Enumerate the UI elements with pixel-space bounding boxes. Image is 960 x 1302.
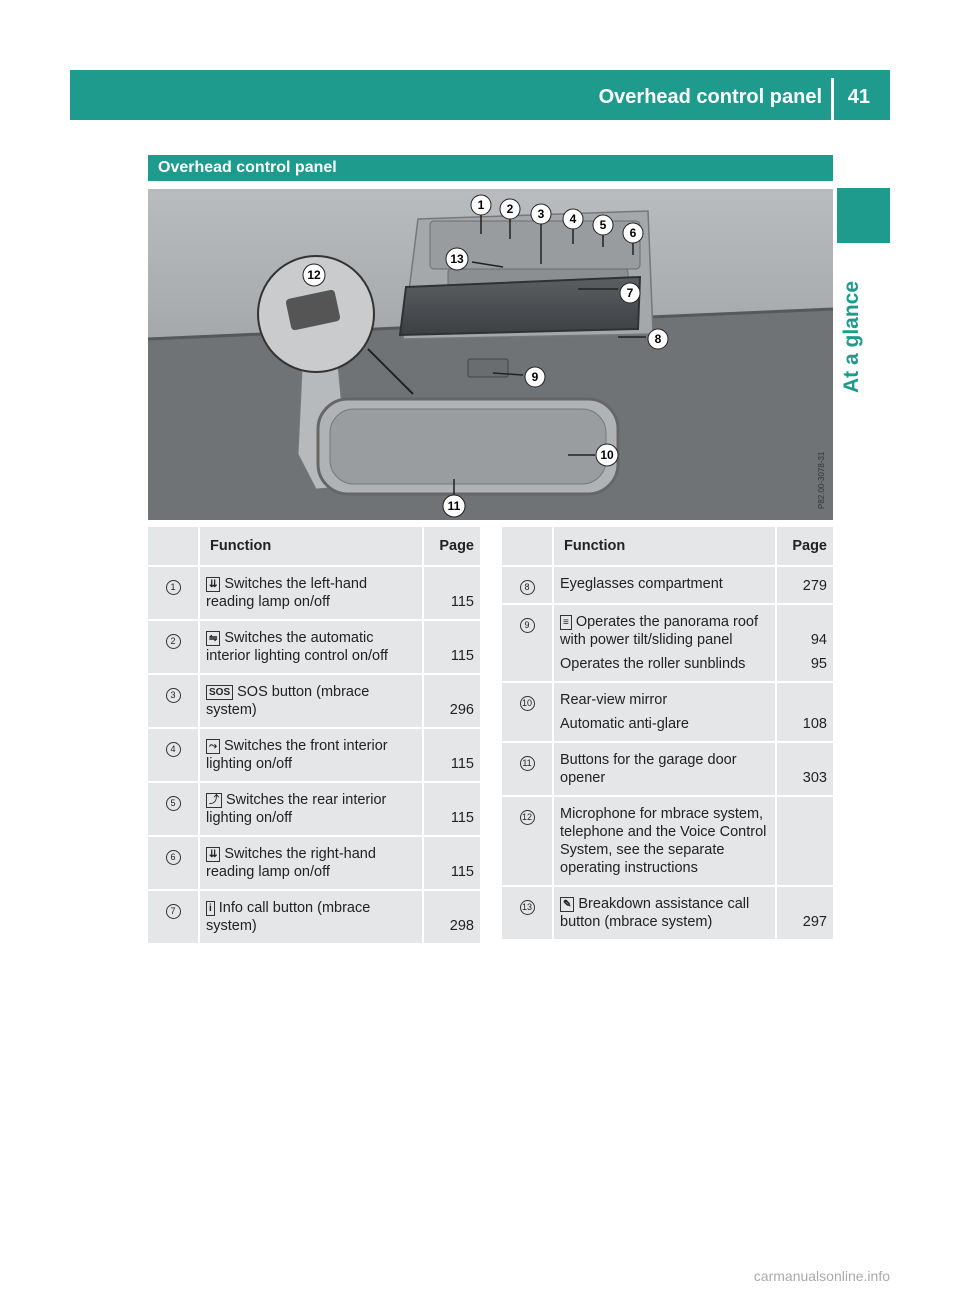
- row-number: [148, 782, 199, 836]
- function-subtext: Operates the roller sunblinds: [560, 656, 746, 672]
- overhead-panel-illustration: [148, 189, 833, 520]
- row-page: 297: [776, 886, 833, 940]
- row-function: [553, 742, 776, 796]
- function-symbol-icon: ⇋: [206, 631, 220, 646]
- callout-number: 1: [166, 580, 181, 595]
- table-header-row: [148, 527, 480, 566]
- row-function: [199, 890, 423, 944]
- row-page: 296: [423, 674, 480, 728]
- row-page: 115: [423, 566, 480, 620]
- page-ref-sub: 108: [802, 716, 827, 732]
- table-row: [502, 886, 833, 940]
- function-text: [206, 899, 416, 935]
- callout-number: 3: [166, 688, 181, 703]
- table-row: [502, 742, 833, 796]
- function-text: [560, 691, 769, 709]
- row-number: [502, 566, 553, 604]
- callout-number: 2: [166, 634, 181, 649]
- function-label: Buttons for the garage door opener: [560, 752, 737, 786]
- table-row: [148, 782, 480, 836]
- callout-number: 13: [520, 900, 535, 915]
- function-col-header: Function: [199, 527, 423, 566]
- svg-text:1: 1: [477, 198, 485, 212]
- svg-text:13: 13: [450, 252, 464, 266]
- row-number: [148, 674, 199, 728]
- row-page: 115: [423, 836, 480, 890]
- callout-13: [446, 248, 468, 270]
- function-label: SOS button (mbrace system): [206, 684, 370, 718]
- row-function: [553, 796, 776, 886]
- header-title: Overhead control panel: [598, 86, 822, 108]
- callout-3: [531, 204, 551, 224]
- callout-12: [303, 264, 325, 286]
- function-symbol-icon: ⇊: [206, 577, 220, 592]
- table-row: [502, 682, 833, 742]
- function-label: Eyeglasses compartment: [560, 576, 723, 592]
- row-function: [553, 566, 776, 604]
- page-number: 41: [847, 86, 870, 108]
- header-divider: [831, 78, 834, 120]
- function-label: Switches the front interior lighting on/off: [206, 738, 388, 772]
- callout-number: 9: [520, 618, 535, 633]
- table-row: [502, 604, 833, 682]
- row-function: [199, 782, 423, 836]
- row-page: 303: [776, 742, 833, 796]
- callout-6: [623, 223, 643, 243]
- svg-text:2: 2: [506, 202, 514, 216]
- function-text: [206, 683, 416, 719]
- table-row: [148, 890, 480, 944]
- table-row: [148, 674, 480, 728]
- function-label: Switches the automatic interior lighting control on/off: [206, 630, 388, 664]
- svg-text:8: 8: [654, 332, 662, 346]
- page-ref: 94: [810, 632, 827, 648]
- overhead-panel-photo: [148, 189, 833, 520]
- callout-number: 5: [166, 796, 181, 811]
- row-page: [776, 682, 833, 742]
- row-function: [199, 674, 423, 728]
- row-number: [502, 796, 553, 886]
- page-col-header: Page: [776, 527, 833, 566]
- side-tab-label: At a glance: [840, 280, 863, 393]
- callout-7: [620, 283, 640, 303]
- function-text: [206, 737, 416, 773]
- function-table-left: [148, 527, 480, 945]
- function-label: Switches the left-hand reading lamp on/off: [206, 576, 368, 610]
- function-label: Rear-view mirror: [560, 692, 668, 708]
- function-text: [560, 805, 769, 877]
- function-text: [560, 613, 769, 649]
- function-col-header: Function: [553, 527, 776, 566]
- row-function: [199, 620, 423, 674]
- table-row: [502, 566, 833, 604]
- function-table-right: [502, 527, 833, 941]
- svg-text:3: 3: [537, 207, 545, 221]
- callout-10: [596, 444, 618, 466]
- table-row: [148, 728, 480, 782]
- svg-text:9: 9: [531, 370, 539, 384]
- page-ref-sub: 95: [810, 656, 827, 672]
- table-row: [148, 566, 480, 620]
- row-page: 279: [776, 566, 833, 604]
- svg-text:11: 11: [447, 499, 461, 513]
- row-page: [776, 604, 833, 682]
- function-text: [560, 895, 769, 931]
- row-page: 115: [423, 782, 480, 836]
- callout-number: 10: [520, 696, 535, 711]
- function-symbol-icon: ⤳: [206, 739, 220, 754]
- row-function: [199, 566, 423, 620]
- function-label: Breakdown assistance call button (mbrace system): [560, 896, 750, 930]
- callout-number: 4: [166, 742, 181, 757]
- callout-11: [443, 495, 465, 517]
- row-function: [199, 836, 423, 890]
- function-text: [560, 751, 769, 787]
- image-code: P82.00-3078-31: [817, 451, 826, 509]
- function-label: Info call button (mbrace system): [206, 900, 371, 934]
- table-row: [148, 620, 480, 674]
- row-number: [148, 836, 199, 890]
- row-number: [148, 566, 199, 620]
- row-number: [502, 742, 553, 796]
- callout-4: [563, 209, 583, 229]
- row-function: [553, 604, 776, 682]
- row-number: [502, 886, 553, 940]
- function-text: [206, 575, 416, 611]
- svg-text:12: 12: [307, 268, 321, 282]
- function-symbol-icon: ✎: [560, 897, 574, 912]
- function-label: Operates the panorama roof with power tilt/sliding panel: [560, 614, 759, 648]
- table-row: [148, 836, 480, 890]
- row-page: 298: [423, 890, 480, 944]
- callout-1: [471, 195, 491, 215]
- callout-8: [648, 329, 668, 349]
- row-page: [776, 796, 833, 886]
- row-function: [553, 886, 776, 940]
- row-number: [148, 728, 199, 782]
- row-page: 115: [423, 728, 480, 782]
- table-header-row: [502, 527, 833, 566]
- callout-number: 6: [166, 850, 181, 865]
- page-header: [70, 70, 890, 120]
- row-number: [148, 620, 199, 674]
- svg-text:4: 4: [569, 212, 577, 226]
- function-text: [206, 629, 416, 665]
- callout-2: [500, 199, 520, 219]
- svg-text:7: 7: [626, 286, 634, 300]
- function-symbol-icon: i: [206, 901, 215, 916]
- callout-number: 7: [166, 904, 181, 919]
- num-col-header: [502, 527, 553, 566]
- function-text: [206, 791, 416, 827]
- function-text: [206, 845, 416, 881]
- function-symbol-icon: ⇊: [206, 847, 220, 862]
- function-label: Switches the right-hand reading lamp on/off: [206, 846, 376, 880]
- table-row: [502, 796, 833, 886]
- function-label: Switches the rear interior lighting on/off: [206, 792, 387, 826]
- row-function: [199, 728, 423, 782]
- section-title: Overhead control panel: [148, 155, 833, 181]
- watermark: carmanualsonline.info: [753, 1268, 890, 1284]
- side-tab: [837, 188, 890, 243]
- num-col-header: [148, 527, 199, 566]
- row-number: [148, 890, 199, 944]
- row-number: [502, 604, 553, 682]
- function-text: [560, 575, 769, 593]
- svg-text:6: 6: [629, 226, 637, 240]
- function-label: Microphone for mbrace system, telephone and the Voice Control System, see the separate operating instructions: [560, 806, 767, 876]
- function-symbol-icon: ≡: [560, 615, 572, 630]
- function-subtext: Automatic anti-glare: [560, 716, 689, 732]
- callout-5: [593, 215, 613, 235]
- row-number: [502, 682, 553, 742]
- callout-number: 11: [520, 756, 535, 771]
- callout-number: 12: [520, 810, 535, 825]
- svg-text:5: 5: [599, 218, 607, 232]
- row-page: 115: [423, 620, 480, 674]
- page-col-header: Page: [423, 527, 480, 566]
- function-symbol-icon: ⤴: [206, 793, 222, 808]
- callout-9: [525, 367, 545, 387]
- function-symbol-icon: SOS: [206, 685, 233, 700]
- row-function: [553, 682, 776, 742]
- callout-number: 8: [520, 580, 535, 595]
- svg-text:10: 10: [600, 448, 614, 462]
